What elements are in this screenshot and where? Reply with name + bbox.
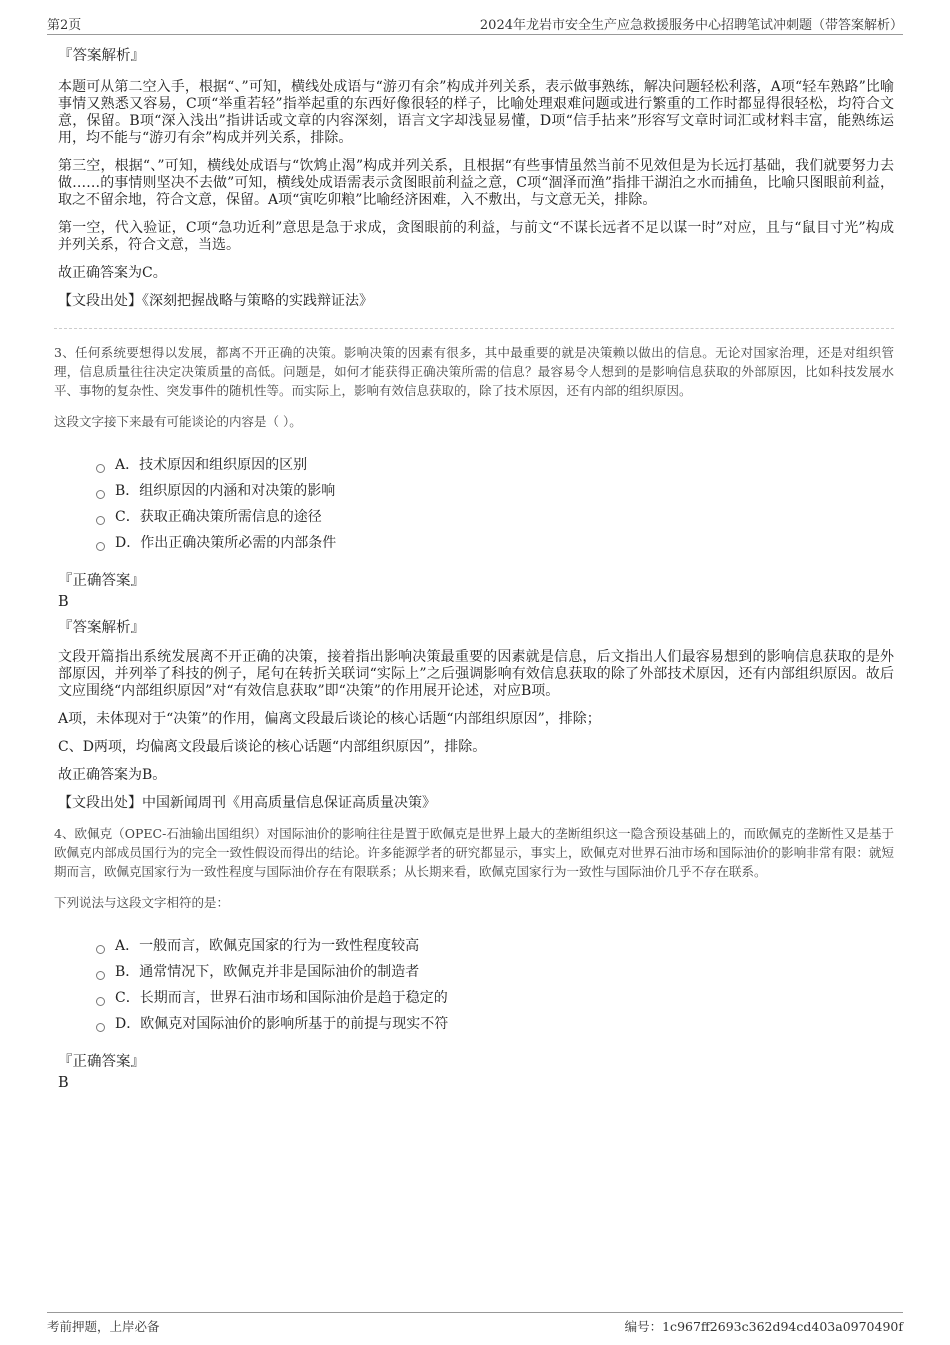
analysis-paragraph: C、D两项，均偏离文段最后谈论的核心话题“内部组织原因”，排除。 [58, 739, 487, 755]
option-a[interactable] [96, 452, 894, 478]
analysis-paragraph: A项，未体现对于“决策”的作用，偏离文段最后谈论的核心话题“内部组织原因”，排除； [58, 711, 601, 727]
radio-icon[interactable] [96, 490, 105, 499]
option-d[interactable] [96, 1011, 894, 1037]
question-prompt: 下列说法与这段文字相符的是： [54, 895, 230, 910]
question-text: 3、任何系统要想得以发展，都离不开正确的决策。影响决策的因素有很多，其中最重要的就是决策赖以做出的信息。无论对国家治理，还是对组织管理，信息质量往往决定决策质量的高低。问题是，如何才能获得正确决策所需的信息？最容易令人想到的是影响信息获取的外部原因，比如科技发展水平、事物的复杂性、突发事件的随机性等。而实际上，影响有效信息获取的，除了技术原因，还有内部的组织原因。 [54, 345, 894, 398]
analysis-paragraph: 故正确答案为C。 [58, 265, 167, 281]
page-footer [47, 1312, 903, 1337]
option-label: A．一般而言，欧佩克国家的行为一致性程度较高 [115, 938, 420, 954]
option-a[interactable] [96, 933, 894, 959]
section1-analysis [58, 44, 894, 310]
correct-answer: B [58, 594, 69, 610]
analysis-label: 『答案解析』 [58, 620, 145, 636]
analysis-paragraph: 故正确答案为B。 [58, 767, 167, 783]
analysis-label: 『答案解析』 [58, 48, 145, 64]
source-line: 【文段出处】中国新闻周刊《用高质量信息保证高质量决策》 [58, 795, 436, 811]
correct-answer-label: 『正确答案』 [58, 1054, 145, 1070]
option-c[interactable] [96, 985, 894, 1011]
option-b[interactable] [96, 478, 894, 504]
radio-icon[interactable] [96, 971, 105, 980]
question-3 [54, 343, 894, 812]
option-label: D．作出正确决策所必需的内部条件 [115, 535, 337, 551]
radio-icon[interactable] [96, 997, 105, 1006]
page-number: 第2页 [47, 18, 82, 33]
option-label: D．欧佩克对国际油价的影响所基于的前提与现实不符 [115, 1016, 449, 1032]
option-b[interactable] [96, 959, 894, 985]
page-header [47, 14, 903, 35]
question-prompt: 这段文字接下来最有可能谈论的内容是（ ）。 [54, 414, 302, 429]
radio-icon[interactable] [96, 464, 105, 473]
radio-icon[interactable] [96, 1023, 105, 1032]
question-4 [54, 824, 894, 1091]
option-label: C．长期而言，世界石油市场和国际油价是趋于稳定的 [115, 990, 448, 1006]
document-title: 2024年龙岩市安全生产应急救援服务中心招聘笔试冲刺题（带答案解析） [479, 18, 903, 33]
correct-answer: B [58, 1075, 69, 1091]
radio-icon[interactable] [96, 542, 105, 551]
footer-slogan: 考前押题，上岸必备 [47, 1319, 160, 1334]
document-id: 编号：1c967ff2693c362d94cd403a0970490f [624, 1319, 903, 1334]
analysis-paragraph: 文段开篇指出系统发展离不开正确的决策，接着指出影响决策最重要的因素就是信息，后文指出人们最容易想到的影响信息获取的是外部原因，并列举了科技的例子，尾句在转折关联词“实际上”之后强调影响有效信息获取的除了外部技术原因，还有内部组织原因。故后文应围绕“内部组织原因”对“有效信息获取”即“决策”的作用展开论述，对应B项。 [58, 649, 894, 699]
correct-answer-label: 『正确答案』 [58, 573, 145, 589]
page-content [54, 44, 894, 1097]
option-label: B．组织原因的内涵和对决策的影响 [115, 483, 336, 499]
option-label: A．技术原因和组织原因的区别 [115, 457, 308, 473]
divider [54, 328, 894, 329]
option-d[interactable] [96, 530, 894, 556]
question-text: 4、欧佩克（OPEC-石油输出国组织）对国际油价的影响往往是置于欧佩克是世界上最大的垄断组织这一隐含预设基础上的，而欧佩克的垄断性又是基于欧佩克内部成员国行为的完全一致性假设而得出的结论。许多能源学者的研究都显示，事实上，欧佩克对世界石油市场和国际油价的影响非常有限：就短期而言，欧佩克国家行为一致性程度与国际油价存在有限联系；从长期来看，欧佩克国家行为一致性与国际油价几乎不存在联系。 [54, 826, 894, 879]
option-label: B．通常情况下，欧佩克并非是国际油价的制造者 [115, 964, 420, 980]
option-label: C．获取正确决策所需信息的途径 [115, 509, 322, 525]
option-c[interactable] [96, 504, 894, 530]
analysis-paragraph: 第一空，代入验证，C项“急功近利”意思是急于求成，贪图眼前的利益，与前文“不谋长远者不足以谋一时”对应，且与“鼠目寸光”构成并列关系，符合文意，当选。 [58, 220, 894, 253]
analysis-paragraph: 第三空，根据“、”可知，横线处成语与“饮鸩止渴”构成并列关系，且根据“有些事情虽然当前不见效但是为长远打基础，我们就要努力去做……的事情则坚决不去做”可知，横线处成语需表示贪图眼前利益之意，C项“涸泽而渔”指排干湖泊之水而捕鱼，比喻只图眼前利益，取之不留余地，符合文意，保留。A项“寅吃卯粮”比喻经济困难，入不敷出，与文意无关，排除。 [58, 158, 894, 208]
options-list [96, 933, 894, 1037]
analysis-paragraph: 本题可从第二空入手，根据“、”可知，横线处成语与“游刃有余”构成并列关系，表示做事熟练，解决问题轻松利落，A项“轻车熟路”比喻事情又熟悉又容易，C项“举重若轻”指举起重的东西好像很轻的样子，比喻处理艰难问题或进行繁重的工作时都显得很轻松，均符合文意，保留。B项“深入浅出”指讲话或文章的内容深刻，语言文字却浅显易懂，D项“信手拈来”形容写文章时词汇或材料丰富，能熟练运用，均不能与“游刃有余”构成并列关系，排除。 [58, 79, 894, 146]
source-line: 【文段出处】《深刻把握战略与策略的实践辩证法》 [58, 293, 373, 309]
radio-icon[interactable] [96, 516, 105, 525]
radio-icon[interactable] [96, 945, 105, 954]
options-list [96, 452, 894, 556]
